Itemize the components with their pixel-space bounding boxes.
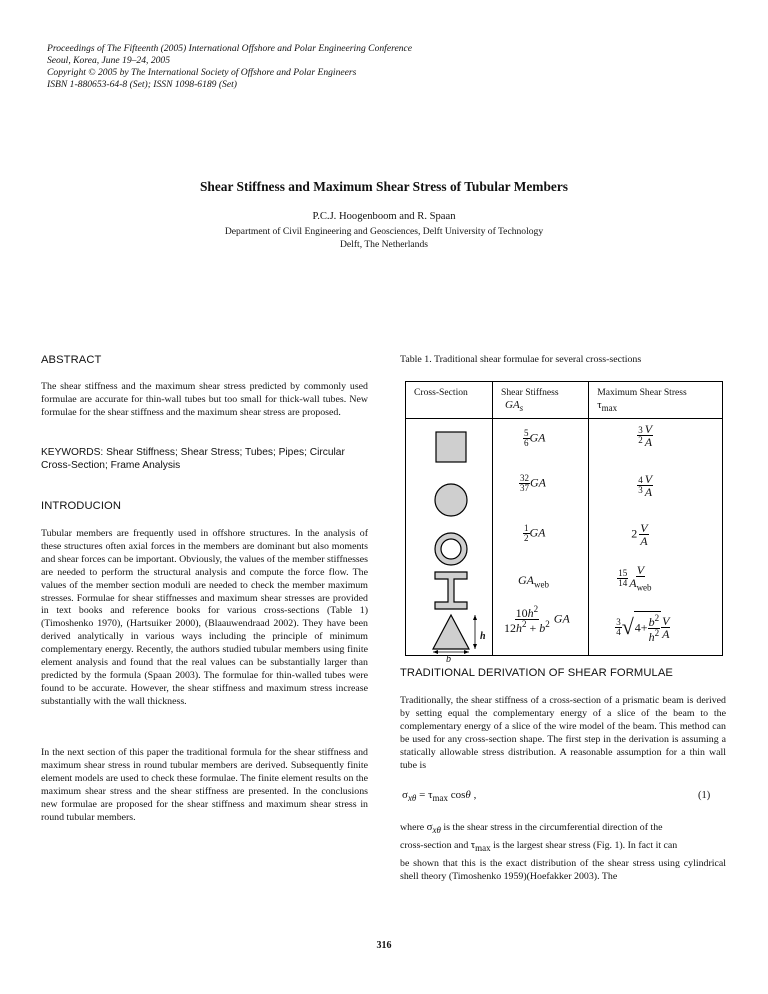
section2-paragraph-1: Traditionally, the shear stiffness of a cross-section of a prismatic beam is derived by setting equal the complementary energy of a slice of the beam to the complementary energy of a slice of the wire model of the beam. This method can be used for any cross-section shape. The first step in the derivation is assuming a statically allowable stress distribution. A reasonable assumption for a thin wall tube is	[400, 695, 726, 771]
max-shear-stress-cell	[589, 419, 723, 656]
intro-paragraph-2: In the next section of this paper the traditional formula for the shear stiffness and maximum shear stress in round tubular members are derived. Subsequently finite element models are used to check these formulae. The finite element results on the maximum shear stress and the shear stiffness are presented. In the conclusions new formulae are proposed for the shear stiffness and maximum shear stress in round tubular members.	[41, 747, 368, 823]
stress-triangle: $\frac{3}{4}$ √4+ $\frac{b^2}{h^2}$ $\frac{V}{A}$	[616, 613, 670, 644]
stiffness-square: $\frac{5}{6}$ GA	[524, 428, 546, 448]
header-max-shear-stress: Maximum Shear Stress $\tau_{max}$	[589, 382, 723, 419]
stress-circle: $\frac{4}{3}$ $\frac{V}{A}$	[638, 472, 653, 499]
table-caption: Table 1. Traditional shear formulae for several cross-sections	[400, 354, 642, 365]
b-label: b	[446, 654, 451, 665]
abstract-text: The shear stiffness and the maximum shear stress predicted by commonly used formulae are accurate for thin-wall tubes but too small for thick-wall tubes. New formulae for the shear stiffness and the maximum shear stress are proposed.	[41, 381, 368, 418]
square-section-icon	[436, 432, 466, 462]
page-number: 316	[376, 940, 392, 951]
abstract-heading: ABSTRACT	[41, 354, 102, 366]
stiffness-triangle: $\frac{10h^2}{12h^2 + b^2}$ GA	[504, 604, 570, 635]
arrow-up-icon	[473, 615, 477, 620]
equation-1: $\sigma_{x\theta} = \tau_{max}$ cosθ ,	[402, 789, 477, 804]
tube-section-icon	[435, 533, 467, 565]
tau-subscript: max	[601, 403, 618, 414]
table-header-row	[406, 382, 723, 419]
header-line-2: Seoul, Korea, June 19–24, 2005	[47, 55, 171, 66]
table-body-row	[406, 419, 723, 656]
stiffness-circle: $\frac{32}{37}$ GA	[520, 473, 546, 493]
stiffness-i-beam: $GA_{web}$	[518, 573, 549, 590]
equation-1-number: (1)	[698, 790, 711, 801]
header-line-3: Copyright © 2005 by The International Society of Offshore and Polar Engineers	[47, 67, 357, 78]
tau-symbol: τ	[597, 399, 602, 411]
section2-line-2: cross-section and $\tau_{max}$ is the largest shear stress (Fig. 1). In fact it can	[400, 839, 678, 853]
arrow-left-icon	[433, 650, 438, 654]
arrow-right-icon	[464, 650, 469, 654]
stress-square: $\frac{3}{2}$ $\frac{V}{A}$	[638, 422, 653, 449]
shear-stiffness-cell	[493, 419, 589, 656]
keywords: KEYWORDS: Shear Stiffness; Shear Stress; Tubes; Pipes; Circular Cross-Section; Frame Analysis	[41, 447, 345, 471]
header-cross-section: Cross-Section	[406, 382, 493, 419]
paper-title: Shear Stiffness and Maximum Shear Stress of Tubular Members	[199, 179, 569, 194]
proceedings-header	[47, 43, 647, 91]
triangle-section-icon	[433, 615, 469, 649]
cross-section-shapes-cell	[406, 419, 493, 665]
stress-i-beam: $\frac{15}{14}$ $\frac{V}{A_{web}}$	[618, 563, 652, 593]
header-shear-stiffness: Shear Stiffness $GA_s$	[493, 382, 589, 419]
h-label: h	[480, 631, 486, 642]
stiffness-tube: $\frac{1}{2}$ GA	[524, 523, 546, 543]
cross-section-shapes	[406, 419, 492, 655]
section2-paragraph-end: be shown that this is the exact distribution of the shear stress using cylindrical shell theory (Timoshenko 1959)(Hoefakker 2003). The	[400, 858, 726, 882]
section2-where-line: where $\sigma_{x\theta}$ is the shear stress in the circumferential direction of the	[400, 821, 663, 835]
stress-tube: 2 $\frac{V}{A}$	[631, 521, 648, 548]
arrow-down-icon	[473, 644, 477, 649]
affiliation-line-2: Delft, The Netherlands	[339, 239, 428, 250]
intro-paragraph-1: Tubular members are frequently used in offshore structures. In the analysis of these structures often axial forces in the members are dominant but also moments and shear forces can be important. Obviously, the values of the member stiffnesses are needed to perform the structural analysis and compute the force flow. The values of the member section moduli are needed to check the member maximum stresses. Formulae for shear stiffnesses and maximum shear stresses are provided in text books and reference books for various cross-sections (Table 1) (Timoshenko 1970), (Hartsuiker 2000), (Blaauwendraad 2002). They have been derived analytically in various ways including the principle of minimum complementary energy. Recently, the authors studied tubular members using finite element analysis and found that the real values can be substantially larger than predicted by the formula (Spaan 2003). The formulae for thin-walled tubes were found to be accurate. However, the shear stiffness and maximum stress increase substantially with the wall thickness.	[41, 528, 368, 707]
circle-section-icon	[435, 484, 467, 516]
header-line-4: ISBN 1-880653-64-8 (Set); ISSN 1098-6189 (Set)	[47, 79, 237, 90]
intro-heading: INTRODUCION	[41, 500, 122, 512]
ga-symbol: GA	[505, 399, 520, 411]
section2-heading: TRADITIONAL DERIVATION OF SHEAR FORMULAE	[400, 667, 673, 679]
affiliation-line-1: Department of Civil Engineering and Geosciences, Delft University of Technology	[224, 226, 544, 237]
shear-formulae-table	[405, 381, 723, 665]
i-beam-section-icon	[435, 572, 467, 609]
ga-subscript: s	[519, 403, 524, 414]
authors: P.C.J. Hoogenboom and R. Spaan	[312, 211, 456, 222]
header-line-1: Proceedings of The Fifteenth (2005) International Offshore and Polar Engineering Conference	[47, 43, 413, 54]
